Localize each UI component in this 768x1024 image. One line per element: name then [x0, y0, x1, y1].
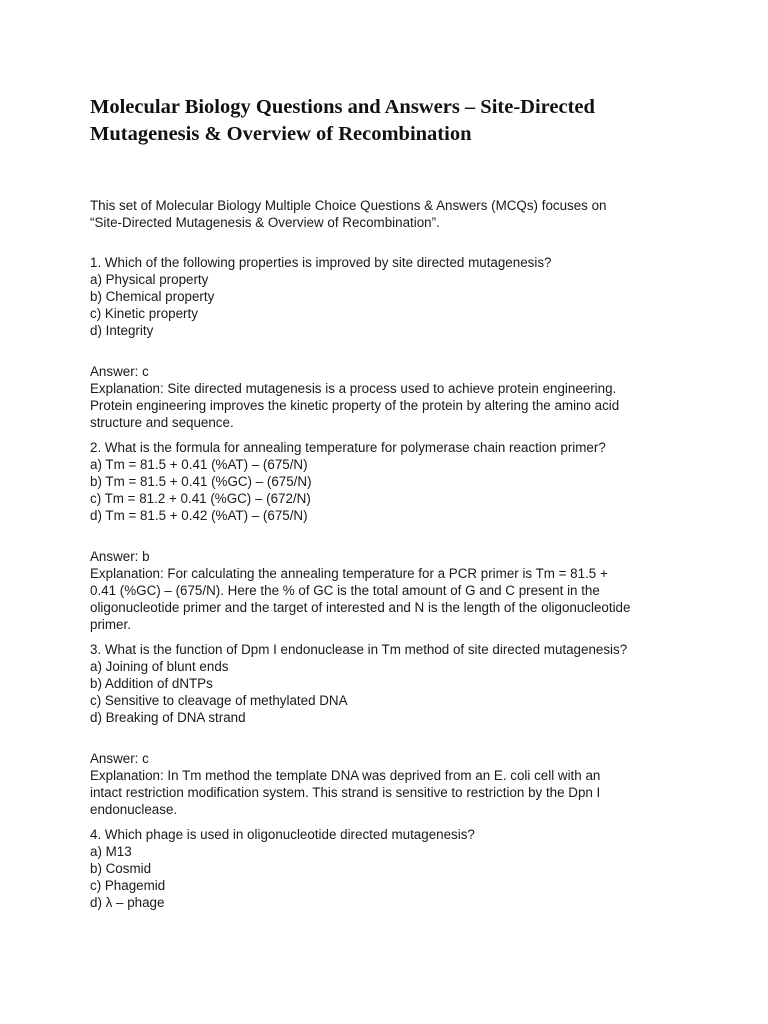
explanation-line: structure and sequence.	[90, 415, 234, 430]
answer-option: a) M13	[90, 844, 132, 859]
answer-option: c) Sensitive to cleavage of methylated DNA	[90, 693, 348, 708]
explanation-line: 0.41 (%GC) – (675/N). Here the % of GC is the total amount of G and C present in the	[90, 583, 600, 598]
answer-option: c) Phagemid	[90, 878, 166, 893]
document-page	[90, 94, 690, 935]
answer-option: a) Tm = 81.5 + 0.41 (%AT) – (675/N)	[90, 457, 308, 472]
question-text: 3. What is the function of Dpm I endonuclease in Tm method of site directed mutagenesis?	[90, 642, 628, 657]
explanation-line: Explanation: Site directed mutagenesis is a process used to achieve protein engineering.	[90, 381, 617, 396]
answer-option: b) Addition of dNTPs	[90, 676, 213, 691]
question-block	[90, 641, 690, 726]
answer-block	[90, 363, 690, 431]
answer-option: b) Cosmid	[90, 861, 152, 876]
question-block	[90, 439, 690, 524]
answer-block	[90, 750, 690, 818]
answer-option: c) Kinetic property	[90, 306, 198, 321]
answer-option: a) Joining of blunt ends	[90, 659, 229, 674]
answer-option: b) Chemical property	[90, 289, 215, 304]
question-block	[90, 254, 690, 339]
explanation-line: endonuclease.	[90, 802, 178, 817]
answer-option: d) λ – phage	[90, 895, 165, 910]
intro-line: This set of Molecular Biology Multiple Choice Questions & Answers (MCQs) focuses on	[90, 198, 607, 213]
answer-block	[90, 548, 690, 633]
answer-option: d) Breaking of DNA strand	[90, 710, 246, 725]
question-text: 1. Which of the following properties is improved by site directed mutagenesis?	[90, 255, 552, 270]
explanation-line: primer.	[90, 617, 131, 632]
answer-option: b) Tm = 81.5 + 0.41 (%GC) – (675/N)	[90, 474, 312, 489]
title-line: Molecular Biology Questions and Answers – Site-Directed	[90, 96, 595, 118]
answer-option: d) Tm = 81.5 + 0.42 (%AT) – (675/N)	[90, 508, 308, 523]
question-text: 4. Which phage is used in oligonucleotide directed mutagenesis?	[90, 827, 475, 842]
explanation-line: Explanation: In Tm method the template DNA was deprived from an E. coli cell with an	[90, 768, 601, 783]
answer-label: Answer: b	[90, 549, 150, 564]
answer-label: Answer: c	[90, 364, 149, 379]
question-text: 2. What is the formula for annealing temperature for polymerase chain reaction primer?	[90, 440, 606, 455]
answer-option: d) Integrity	[90, 323, 154, 338]
answer-label: Answer: c	[90, 751, 149, 766]
page-title	[90, 94, 690, 148]
explanation-line: Protein engineering improves the kinetic property of the protein by altering the amino acid	[90, 398, 620, 413]
explanation-line: Explanation: For calculating the annealing temperature for a PCR primer is Tm = 81.5 +	[90, 566, 608, 581]
answer-option: c) Tm = 81.2 + 0.41 (%GC) – (672/N)	[90, 491, 311, 506]
explanation-line: oligonucleotide primer and the target of interested and N is the length of the oligonucleotide	[90, 600, 631, 615]
intro-line: “Site-Directed Mutagenesis & Overview of Recombination”.	[90, 215, 440, 230]
title-line: Mutagenesis & Overview of Recombination	[90, 123, 472, 145]
question-block	[90, 826, 690, 911]
answer-option: a) Physical property	[90, 272, 209, 287]
intro-paragraph	[90, 197, 690, 231]
explanation-line: intact restriction modification system. This strand is sensitive to restriction by the Dpn I	[90, 785, 601, 800]
